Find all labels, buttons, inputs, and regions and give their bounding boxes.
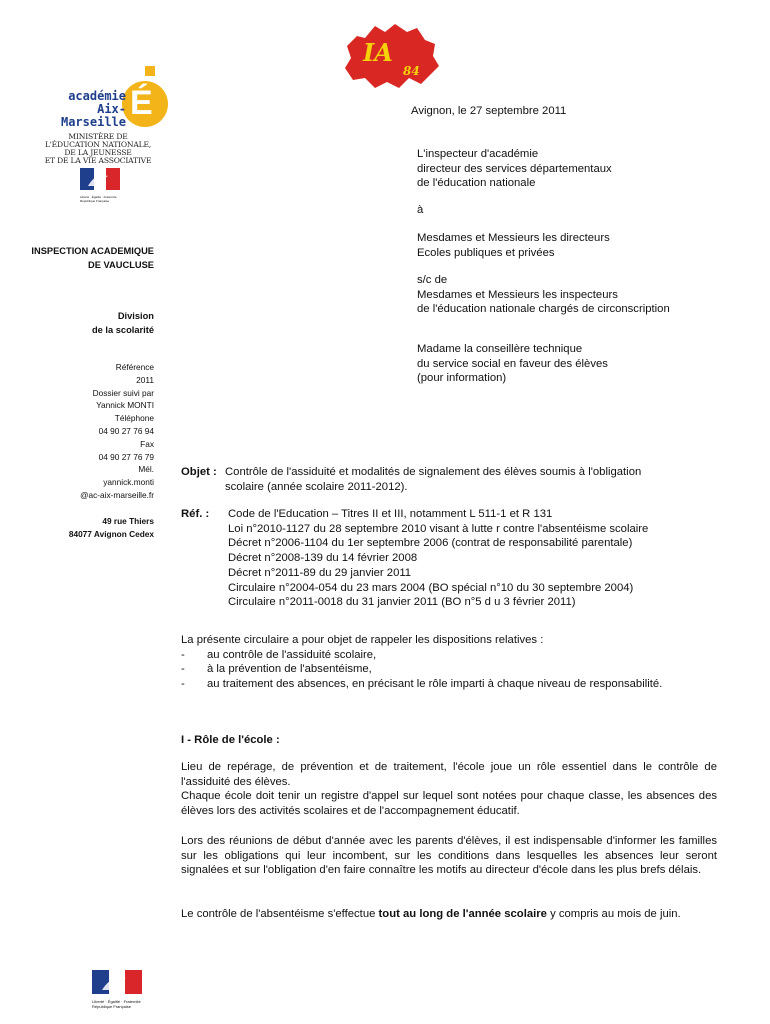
recipient-line: Madame la conseillère technique: [417, 343, 583, 355]
ref-line: Circulaire n°2004-054 du 23 mars 2004 (BO spécial n°10 du 30 septembre 2004): [228, 581, 634, 594]
ministere-line: ET DE LA VIE ASSOCIATIVE: [44, 156, 152, 165]
bullet-text: à la prévention de l'absentéisme,: [207, 663, 372, 676]
recipient-line: de l'éducation nationale chargés de circonscription: [417, 303, 670, 316]
references-block: [181, 507, 721, 610]
ref-line: Décret n°2006-1104 du 1er septembre 2006 (contrat de responsabilité parentale): [228, 537, 633, 550]
paragraph: Lors des réunions de début d'année avec les parents d'élèves, il est indispensable d'informer les familles sur les obligations qui leur incombent, sur les conditions dans lesquelles les absences leur seront signalées et sur l'obligation d'en faire connaître les motifs au directeur d'école dans les plus brefs délais.: [181, 834, 717, 877]
ia84-logo: [335, 18, 445, 93]
bullet-text: au traitement des absences, en précisant le rôle imparti à chaque niveau de responsabilité.: [207, 678, 663, 691]
section-title: I - Rôle de l'école :: [181, 734, 280, 746]
address-block: [20, 515, 154, 541]
inspection-line: INSPECTION ACADEMIQUE: [31, 246, 154, 256]
contact-line: Référence: [115, 362, 154, 372]
marianne-caption: République Française: [80, 199, 110, 203]
recipient-line: s/c de: [417, 274, 448, 286]
bullet-item: [181, 677, 717, 692]
bullet-text: au contrôle de l'assiduité scolaire,: [207, 648, 377, 661]
contact-line: Téléphone: [114, 413, 154, 424]
recipient-line: (pour information): [417, 372, 507, 385]
french-flag-icon: [80, 168, 120, 190]
ref-line: Code de l'Education – Titres II et III, notamment L 511-1 et R 131: [228, 508, 553, 520]
para4-text: Le contrôle de l'absentéisme s'effectue: [181, 907, 379, 920]
division-line: Division: [117, 311, 154, 321]
ref-label: Réf. :: [181, 508, 210, 520]
sender-line: de l'éducation nationale: [417, 177, 536, 190]
address-line: 84077 Avignon Cedex: [68, 529, 154, 539]
academie-line1: académie: [68, 89, 126, 103]
section-body: [181, 760, 717, 922]
contact-line: Mél.: [138, 464, 154, 475]
address-line: 49 rue Thiers: [102, 516, 154, 526]
academie-text: [40, 90, 126, 129]
intro-block: [181, 633, 717, 692]
ministere-line: L'ÉDUCATION NATIONALE,: [44, 140, 152, 149]
bullet-dash: -: [181, 663, 185, 676]
letter-date: Avignon, le 27 septembre 2011: [411, 105, 567, 117]
ref-line: Circulaire n°2011-0018 du 31 janvier 2011 (BO n°5 d u 3 février 2011): [228, 596, 576, 609]
academie-line2: Aix-Marseille: [60, 102, 126, 129]
bullet-dash: -: [181, 648, 185, 661]
objet-label: Objet :: [181, 466, 217, 478]
objet-block: [181, 465, 721, 494]
contact-line: yannick.monti: [103, 477, 154, 488]
contact-line: @ac-aix-marseille.fr: [80, 489, 154, 500]
marianne-caption: République Française: [92, 1004, 131, 1009]
inspection-line: DE VAUCLUSE: [88, 260, 154, 270]
contact-line: 04 90 27 76 79: [98, 451, 154, 462]
marianne-logo-top: [80, 168, 120, 203]
bullet-dash: -: [181, 678, 185, 691]
contact-line: 04 90 27 76 94: [98, 425, 154, 436]
sender-line: directeur des services départementaux: [417, 162, 612, 175]
ref-line: Loi n°2010-1127 du 28 septembre 2010 visant à lutte r contre l'absentéisme scolaire: [228, 522, 649, 535]
sender-line: L'inspecteur d'académie: [417, 148, 539, 160]
academie-logo: [40, 66, 170, 132]
objet-line: scolaire (année scolaire 2011-2012).: [225, 480, 408, 493]
contact-line: Dossier suivi par: [92, 387, 154, 398]
bullet-item: [181, 662, 717, 677]
ia84-sub: 84: [403, 64, 420, 78]
recipients-conseillere: [417, 342, 608, 386]
sender-block: [417, 147, 612, 191]
recipient-line: Ecoles publiques et privées: [417, 246, 555, 259]
paragraph: Lieu de repérage, de prévention et de traitement, l'école joue un rôle essentiel dans le contrôle de l'assiduité des élèves.: [181, 761, 717, 788]
inspection-heading: [20, 244, 154, 272]
contact-block: [20, 361, 154, 502]
letter-a: à: [417, 204, 424, 216]
ministere-line: DE LA JEUNESSE: [64, 148, 132, 157]
intro-text: La présente circulaire a pour objet de rappeler les dispositions relatives :: [181, 634, 544, 646]
para4-text: y compris au mois de juin.: [546, 907, 681, 920]
bullet-item: [181, 648, 717, 663]
marianne-caption: Liberté · Égalité · Fraternité: [80, 195, 117, 199]
division-line: de la scolarité: [91, 325, 154, 335]
paragraph: [181, 907, 717, 922]
academie-letter: É: [130, 84, 153, 122]
ref-line: Décret n°2008-139 du 14 février 2008: [228, 552, 418, 565]
marianne-logo-bottom: [92, 970, 142, 1009]
marianne-caption: Liberté · Égalité · Fraternité: [92, 999, 141, 1004]
ia84-main: IA: [363, 38, 393, 67]
paragraph: Chaque école doit tenir un registre d'appel sur lequel sont notées pour chaque classe, les absences des élèves lors des activités scolaires et de l'accompagnement éducatif.: [181, 790, 717, 818]
recipient-line: du service social en faveur des élèves: [417, 357, 608, 370]
ref-line: Décret n°2011-89 du 29 janvier 2011: [228, 566, 412, 579]
recipients-inspecteurs: [417, 273, 670, 317]
contact-line: 2011: [136, 374, 154, 385]
recipient-line: Mesdames et Messieurs les inspecteurs: [417, 288, 618, 301]
ministere-block: [30, 133, 166, 165]
division-heading: [20, 309, 154, 337]
french-flag-icon: [92, 970, 142, 994]
contact-line: Yannick MONTI: [96, 400, 154, 411]
recipient-line: Mesdames et Messieurs les directeurs: [417, 232, 610, 244]
recipients-directeurs: [417, 231, 610, 260]
objet-line: Contrôle de l'assiduité et modalités de signalement des élèves soumis à l'obligation: [225, 466, 642, 478]
contact-line: Fax: [140, 438, 154, 449]
ministere-line: MINISTÈRE DE: [68, 132, 128, 141]
para4-bold: tout au long de l'année scolaire: [378, 907, 547, 920]
